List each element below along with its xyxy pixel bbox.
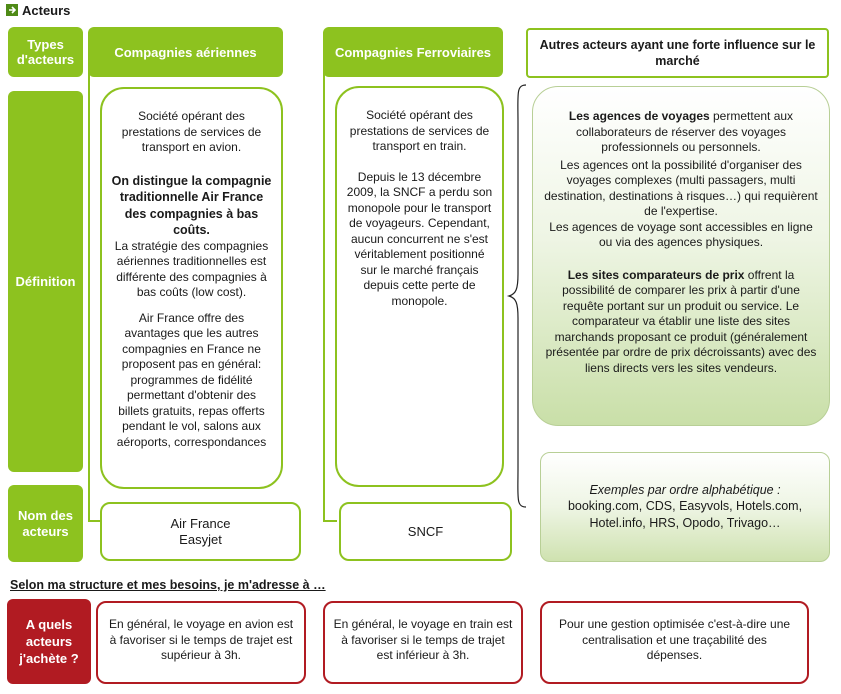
advice-rail: En général, le voyage en train est à favoriser si le temps de trajet est inférieur à 3h. (323, 601, 523, 684)
airlines-definition: Société opérant des prestations de services de transport en avion. On distingue la compagnie traditionnelle Air France des compagnies à bas coûts. La stratégie des compagnies aériennes traditionnelles est différente des compagnies à bas coûts (low cost). Air France offre des avantages que les autres compagnies en France ne proposent pas en général: programmes de fidélité permettant d'obtenir des billets gratuits, repas offerts pendant le vol, salons aux aéroports, correspondances (100, 87, 283, 489)
section-header (6, 2, 70, 18)
airlines-names: Air France Easyjet (100, 502, 301, 561)
row-label-which: A quels acteurs j'achète ? (7, 599, 91, 684)
advice-airlines: En général, le voyage en avion est à favoriser si le temps de trajet est supérieur à 3h. (96, 601, 306, 684)
agencies-text: Les agences de voyages permettent aux collaborateurs de réserver des voyages professionnels ou personnels. (568, 109, 794, 154)
rail-header: Compagnies Ferroviaires (323, 27, 503, 77)
others-definition: Les agences de voyages permettent aux collaborateurs de réserver des voyages professionnels ou personnels. Les agences ont la possibilité d'organiser des voyages complexes (multi passagers, multi destination, destinations à risques…) qui requièrent de l'expertise. Les agences de voyage sont accessibles en ligne ou via des agences physiques. Les sites comparateurs de prix offrent la possibilité de comparer les prix à partir d'une requête portant sur un produit ou service. Le comparateur va établir une liste des sites marchands proposant ce produit (généralement présentée par ordre de prix décroissants) avec des liens directs vers les sites vendeurs. (532, 86, 830, 426)
rail-names: SNCF (339, 502, 512, 561)
page-title: Acteurs (22, 2, 71, 18)
row-label-types: Types d'acteurs (8, 27, 83, 77)
brace-icon (504, 84, 530, 508)
advice-others: Pour une gestion optimisée c'est-à-dire une centralisation et une traçabilité des dépenses. (540, 601, 809, 684)
others-header: Autres acteurs ayant une forte influence sur le marché (526, 28, 829, 78)
airlines-header: Compagnies aériennes (88, 27, 283, 77)
rail-definition: Société opérant des prestations de services de transport en train. Depuis le 13 décembre 2009, la SNCF a perdu son monopole pour le transport de voyageurs. Cependant, aucun concurrent ne s'est véritablement positionné sur le marché français depuis cette perte de monopole. (335, 86, 504, 487)
row-label-names: Nom des acteurs (8, 485, 83, 562)
row-label-definition: Définition (8, 91, 83, 472)
examples-box: Exemples par ordre alphabétique : booking.com, CDS, Easyvols, Hotels.com, Hotel.info, HRS, Opodo, Trivago… (540, 452, 830, 562)
section-title: Selon ma structure et mes besoins, je m'adresse à … (10, 578, 326, 592)
comparators-text: Les sites comparateurs de prix offrent la possibilité de comparer les prix à partir d'une requête portant sur un produit ou service. Le comparateur va établir une liste des sites marchands proposant ce produit (généralement présentée par ordre de prix décroissants) avec des liens directs vers les sites vendeurs. (545, 267, 817, 375)
airlines-frame (88, 62, 100, 522)
arrow-right-icon (6, 4, 18, 16)
